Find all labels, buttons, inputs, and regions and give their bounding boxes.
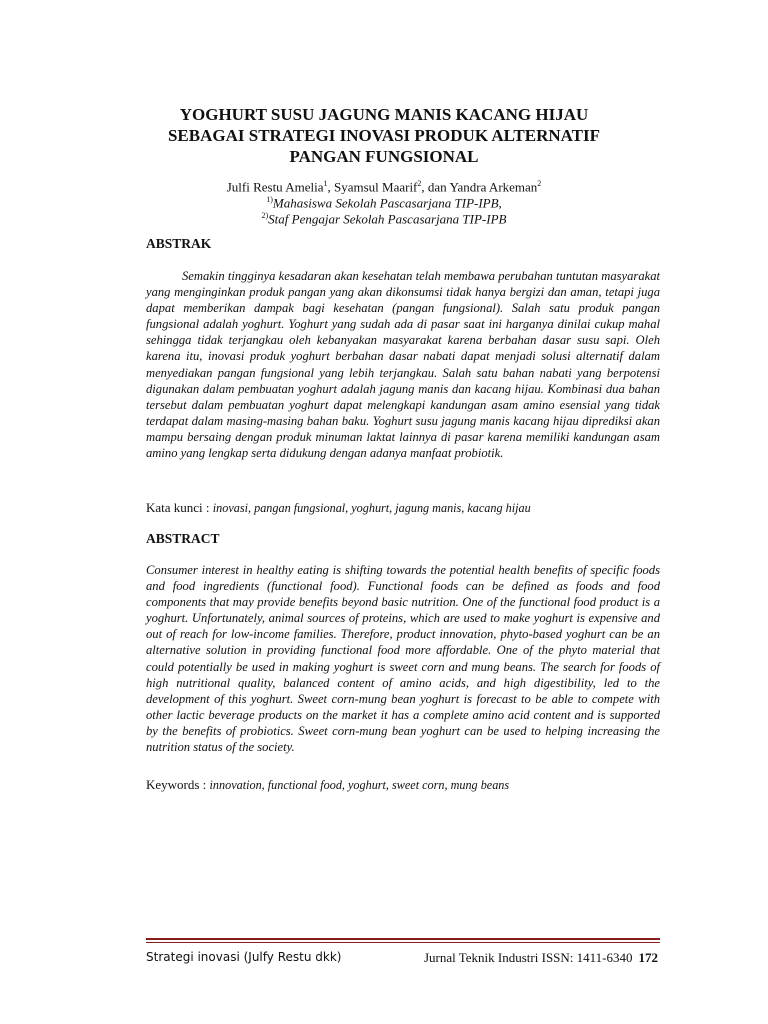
abstract-heading: ABSTRACT (146, 531, 220, 546)
affiliation-2 (120, 208, 648, 227)
author-affil-marker: 2 (537, 179, 542, 188)
author-separator: , (327, 179, 334, 195)
affiliation-marker: 2) (261, 211, 269, 220)
kata-kunci (146, 500, 660, 516)
abstrak-heading: ABSTRAK (146, 236, 212, 251)
running-footer-title: Strategi inovasi (Julfy Restu dkk) (146, 950, 342, 964)
author-affil-marker: 2 (417, 179, 422, 188)
affiliation-marker: 1) (266, 195, 273, 204)
kata-kunci-label: Kata kunci : (146, 500, 213, 515)
keywords-label: Keywords : (146, 777, 210, 792)
affiliation-text: Staf Pengajar Sekolah Pascasarjana TIP-IPB (268, 211, 507, 227)
keywords (146, 777, 660, 793)
kata-kunci-values: inovasi, pangan fungsional, yoghurt, jagung manis, kacang hijau (212, 501, 531, 515)
page-number: 172 (638, 950, 658, 965)
abstract-body: Consumer interest in healthy eating is shifting towards the potential health benefits of specific foods and food ingredients (functional food). Functional foods can be defined as foods and food components that may provide benefits beyond basic nutrition. One of the functional food product is a yoghurt. Unfortunately, animal sources of proteins, which are used to make yoghurt is expensive and out of reach for low-income families. Therefore, product innovation, phyto-based yoghurt can be an alternative solution in providing functional food more affordable. One of the phyto material that could potentially be used in making yoghurt is sweet corn and mung beans. The search for foods of high nutritional quality, balanced content of amino acids, and high digestibility, led to the development of this yoghurt. Sweet corn-mung bean yoghurt is forecast to be able to compete with other lactic beverage products on the market it has a complete amino acid content and is supported by the benefits of probiotics. Sweet corn-mung bean yoghurt can be used to helping increasing the nutrition status of the society. (146, 563, 660, 755)
author-name: Julfi Restu Amelia (226, 179, 324, 195)
title-line-3: PANGAN FUNGSIONAL (289, 147, 479, 166)
title-line-1: YOGHURT SUSU JAGUNG MANIS KACANG HIJAU (179, 105, 589, 124)
author-name: Yandra Arkeman (449, 179, 538, 195)
footer-rule-thin (146, 942, 660, 943)
abstrak-body: Semakin tingginya kesadaran akan kesehatan telah membawa perubahan tuntutan masyarakat yang menginginkan produk pangan yang akan dikonsumsi tidak hanya bergizi dan aman, tetapi juga dapat memberikan dampak bagi kesehatan (pangan fungsional). Salah satu produk pangan fungsional adalah yoghurt. Yoghurt yang sudah ada di pasar saat ini harganya dinilai cukup mahal sehingga tidak terjangkau oleh kebanyakan masyarakat karena berbahan dasar susu sapi. Oleh karena itu, inovasi produk yoghurt berbahan dasar nabati dapat menjadi solusi alternatif dalam menyediakan pangan fungsional yang lebih terjangkau. Salah satu bahan nabati yang berpotensi digunakan dalam pembuatan yoghurt adalah jagung manis dan kacang hijau. Kombinasi dua bahan tersebut dalam pembuatan yoghurt dapat melengkapi kandungan asam amino esensial yang tidak terdapat dalam masing-masing bahan baku. Yoghurt susu jagung manis kacang hijau diprediksi akan mampu bersaing dengan produk minuman laktat lainnya di pasar karena memiliki kandungan asam amino yang lengkap serta didukung dengan adanya manfaat probiotik. (146, 269, 660, 461)
footer-rule-thick (146, 938, 660, 940)
paper-title (120, 104, 648, 167)
journal-issn: Jurnal Teknik Industri ISSN: 1411-6340 (423, 950, 633, 965)
title-line-2: SEBAGAI STRATEGI INOVASI PRODUK ALTERNATIF (167, 126, 601, 145)
author-separator: , dan (421, 179, 450, 195)
journal-footer (424, 950, 658, 965)
author-affil-marker: 1 (323, 179, 328, 188)
keywords-values: innovation, functional food, yoghurt, sweet corn, mung beans (209, 778, 510, 792)
affiliation-text: Mahasiswa Sekolah Pascasarjana TIP-IPB, (272, 195, 502, 211)
author-name: Syamsul Maarif (333, 179, 418, 195)
